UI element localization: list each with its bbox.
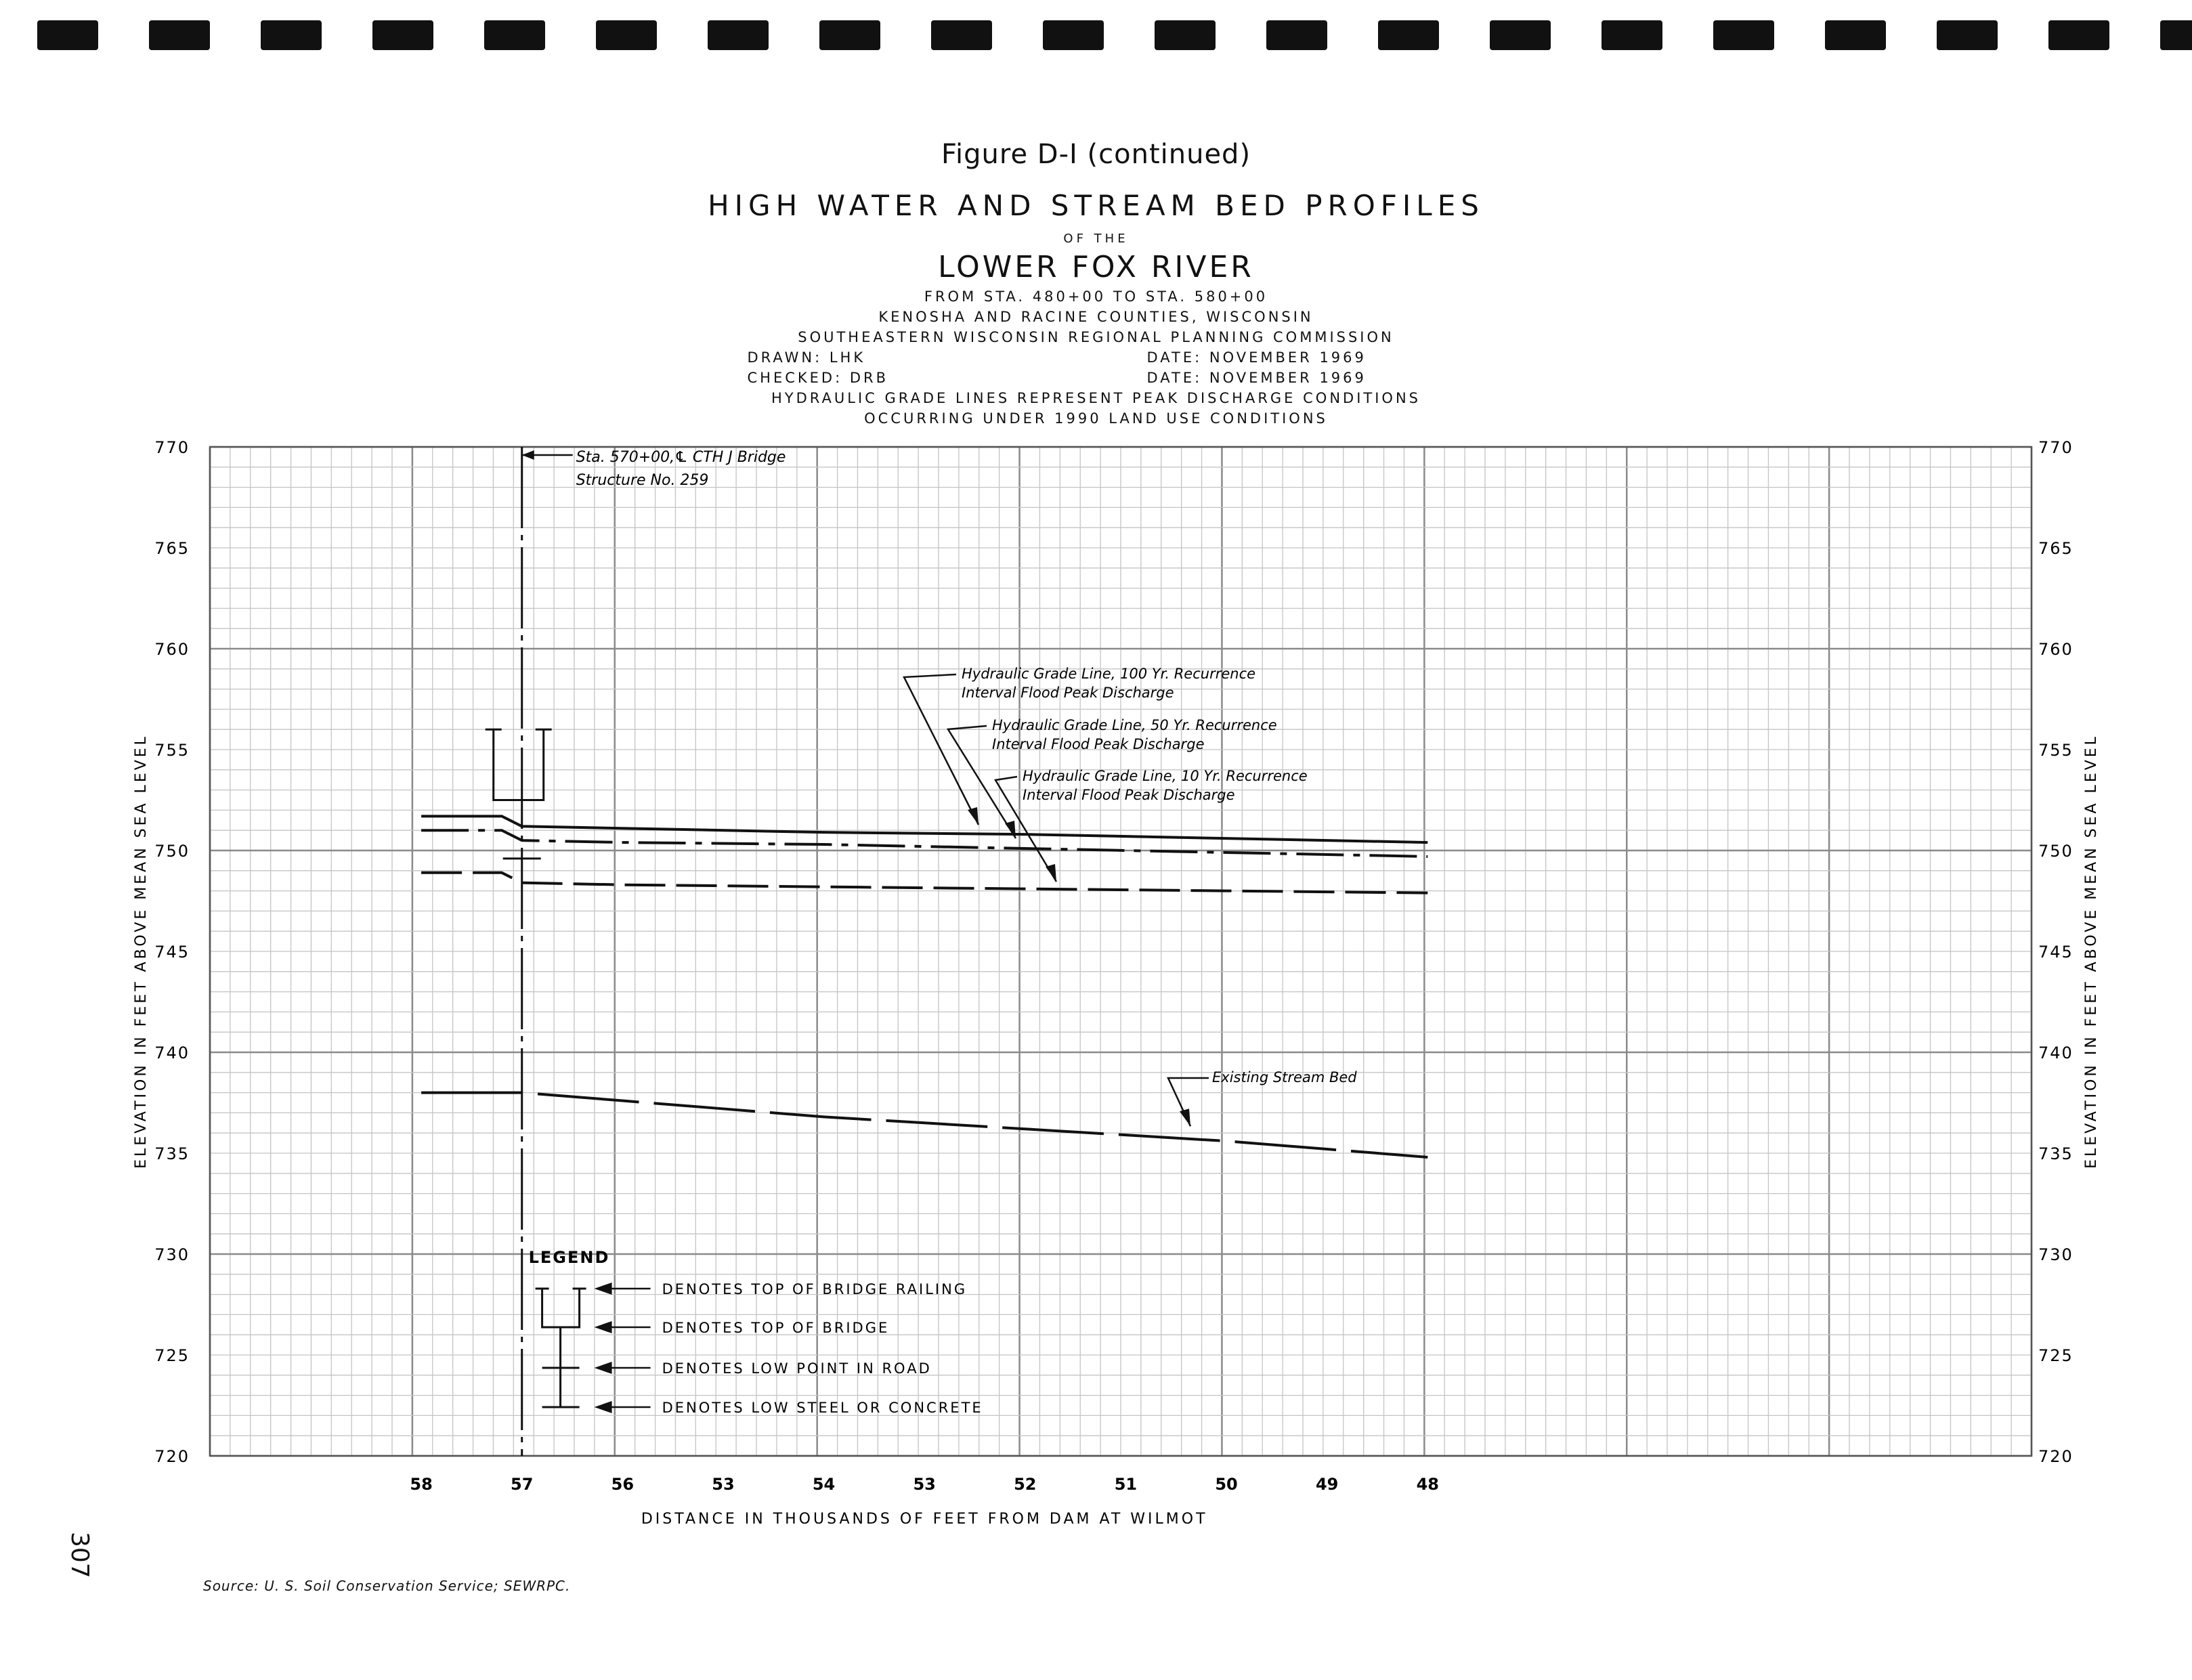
x-tick-label: 48 [1416,1475,1439,1494]
y-tick-label-right: 750 [2038,842,2073,861]
legend-arrowhead [595,1362,612,1374]
y-tick-label-right: 725 [2038,1346,2073,1365]
series-annotation: Hydraulic Grade Line, 100 Yr. Recurrence [962,666,1256,682]
series-annotation: Hydraulic Grade Line, 10 Yr. Recurrence [1023,768,1308,784]
x-tick-label: 53 [913,1475,936,1494]
y-tick-label-right: 745 [2038,943,2073,962]
note-line-1: HYDRAULIC GRADE LINES REPRESENT PEAK DISCHARGE CONDITIONS [771,390,1421,406]
x-tick-label: 54 [812,1475,836,1494]
legend-item: DENOTES LOW POINT IN ROAD [662,1360,932,1377]
x-tick-label: 49 [1315,1475,1339,1494]
river-name: LOWER FOX RIVER [938,250,1254,284]
x-axis-label: DISTANCE IN THOUSANDS OF FEET FROM DAM AT WILMOT [641,1511,1208,1528]
annotation-arrowhead [1005,821,1016,838]
legend-item: DENOTES LOW STEEL OR CONCRETE [662,1400,983,1416]
legend-arrowhead [595,1401,612,1413]
legend-arrowhead [595,1321,612,1333]
figure-label: Figure D-I (continued) [941,139,1251,170]
y-tick-label-left: 735 [154,1144,190,1163]
y-tick-label-left: 730 [154,1245,190,1264]
y-tick-label-right: 730 [2038,1245,2073,1264]
drawn-by: DRAWN: LHK [747,349,866,366]
y-tick-label-left: 765 [154,539,190,558]
x-tick-label: 58 [410,1475,433,1494]
y-tick-label-left: 770 [154,438,190,457]
y-tick-label-left: 755 [154,741,190,760]
y-tick-label-left: 720 [154,1447,190,1466]
x-tick-label: 52 [1014,1475,1037,1494]
y-tick-label-right: 765 [2038,539,2073,558]
x-tick-label: 53 [712,1475,735,1494]
y-tick-label-right: 760 [2038,640,2073,659]
y-tick-label-left: 745 [154,943,190,962]
x-tick-label: 50 [1215,1475,1238,1494]
series-line [421,1093,1427,1157]
series-annotation: Hydraulic Grade Line, 50 Yr. Recurrence [992,717,1277,733]
stream-bed-annotation: Existing Stream Bed [1212,1069,1357,1085]
bridge-structure-label: Structure No. 259 [576,472,709,489]
counties: KENOSHA AND RACINE COUNTIES, WISCONSIN [878,309,1314,325]
series-line [421,816,1427,842]
x-tick-label: 57 [511,1475,534,1494]
chart-title: HIGH WATER AND STREAM BED PROFILES [708,189,1484,222]
y-tick-label-left: 750 [154,842,190,861]
page-number: 307 [66,1532,93,1578]
series-annotation-line2: Interval Flood Peak Discharge [1023,787,1235,803]
note-line-2: OCCURRING UNDER 1990 LAND USE CONDITIONS [864,410,1328,427]
annotation-arrowhead [1046,864,1056,882]
series-line [421,873,1427,893]
legend-arrowhead [595,1283,612,1295]
y-tick-label-right: 755 [2038,741,2073,760]
checked-by: CHECKED: DRB [747,370,889,386]
checked-date: DATE: NOVEMBER 1969 [1146,370,1367,386]
station-marker-arrowhead [522,450,534,460]
series-annotation-line2: Interval Flood Peak Discharge [992,736,1205,752]
of-the-label: OF THE [1063,232,1129,246]
y-tick-label-right: 740 [2038,1043,2073,1062]
source-note: Source: U. S. Soil Conservation Service; SEWRPC. [203,1578,571,1594]
y-tick-label-right: 770 [2038,438,2073,457]
x-tick-label: 51 [1114,1475,1138,1494]
legend-item: DENOTES TOP OF BRIDGE [662,1320,890,1336]
series-annotation-line2: Interval Flood Peak Discharge [962,685,1174,701]
station-range: FROM STA. 480+00 TO STA. 580+00 [924,288,1268,305]
y-axis-label-left: ELEVATION IN FEET ABOVE MEAN SEA LEVEL [133,734,150,1169]
y-tick-label-left: 740 [154,1043,190,1062]
legend-title: LEGEND [528,1248,610,1267]
legend-item: DENOTES TOP OF BRIDGE RAILING [662,1281,968,1297]
annotation-arrowhead [968,807,979,825]
y-axis-label-right: ELEVATION IN FEET ABOVE MEAN SEA LEVEL [2083,734,2100,1169]
x-tick-label: 56 [611,1475,635,1494]
drawn-date: DATE: NOVEMBER 1969 [1146,349,1367,366]
y-tick-label-right: 735 [2038,1144,2073,1163]
y-tick-label-left: 760 [154,640,190,659]
agency: SOUTHEASTERN WISCONSIN REGIONAL PLANNING COMMISSION [798,329,1394,345]
bridge-top-symbol [494,729,544,800]
bridge-label: Sta. 570+00,℄ CTH J Bridge [576,449,786,466]
y-tick-label-left: 725 [154,1346,190,1365]
y-tick-label-right: 720 [2038,1447,2073,1466]
